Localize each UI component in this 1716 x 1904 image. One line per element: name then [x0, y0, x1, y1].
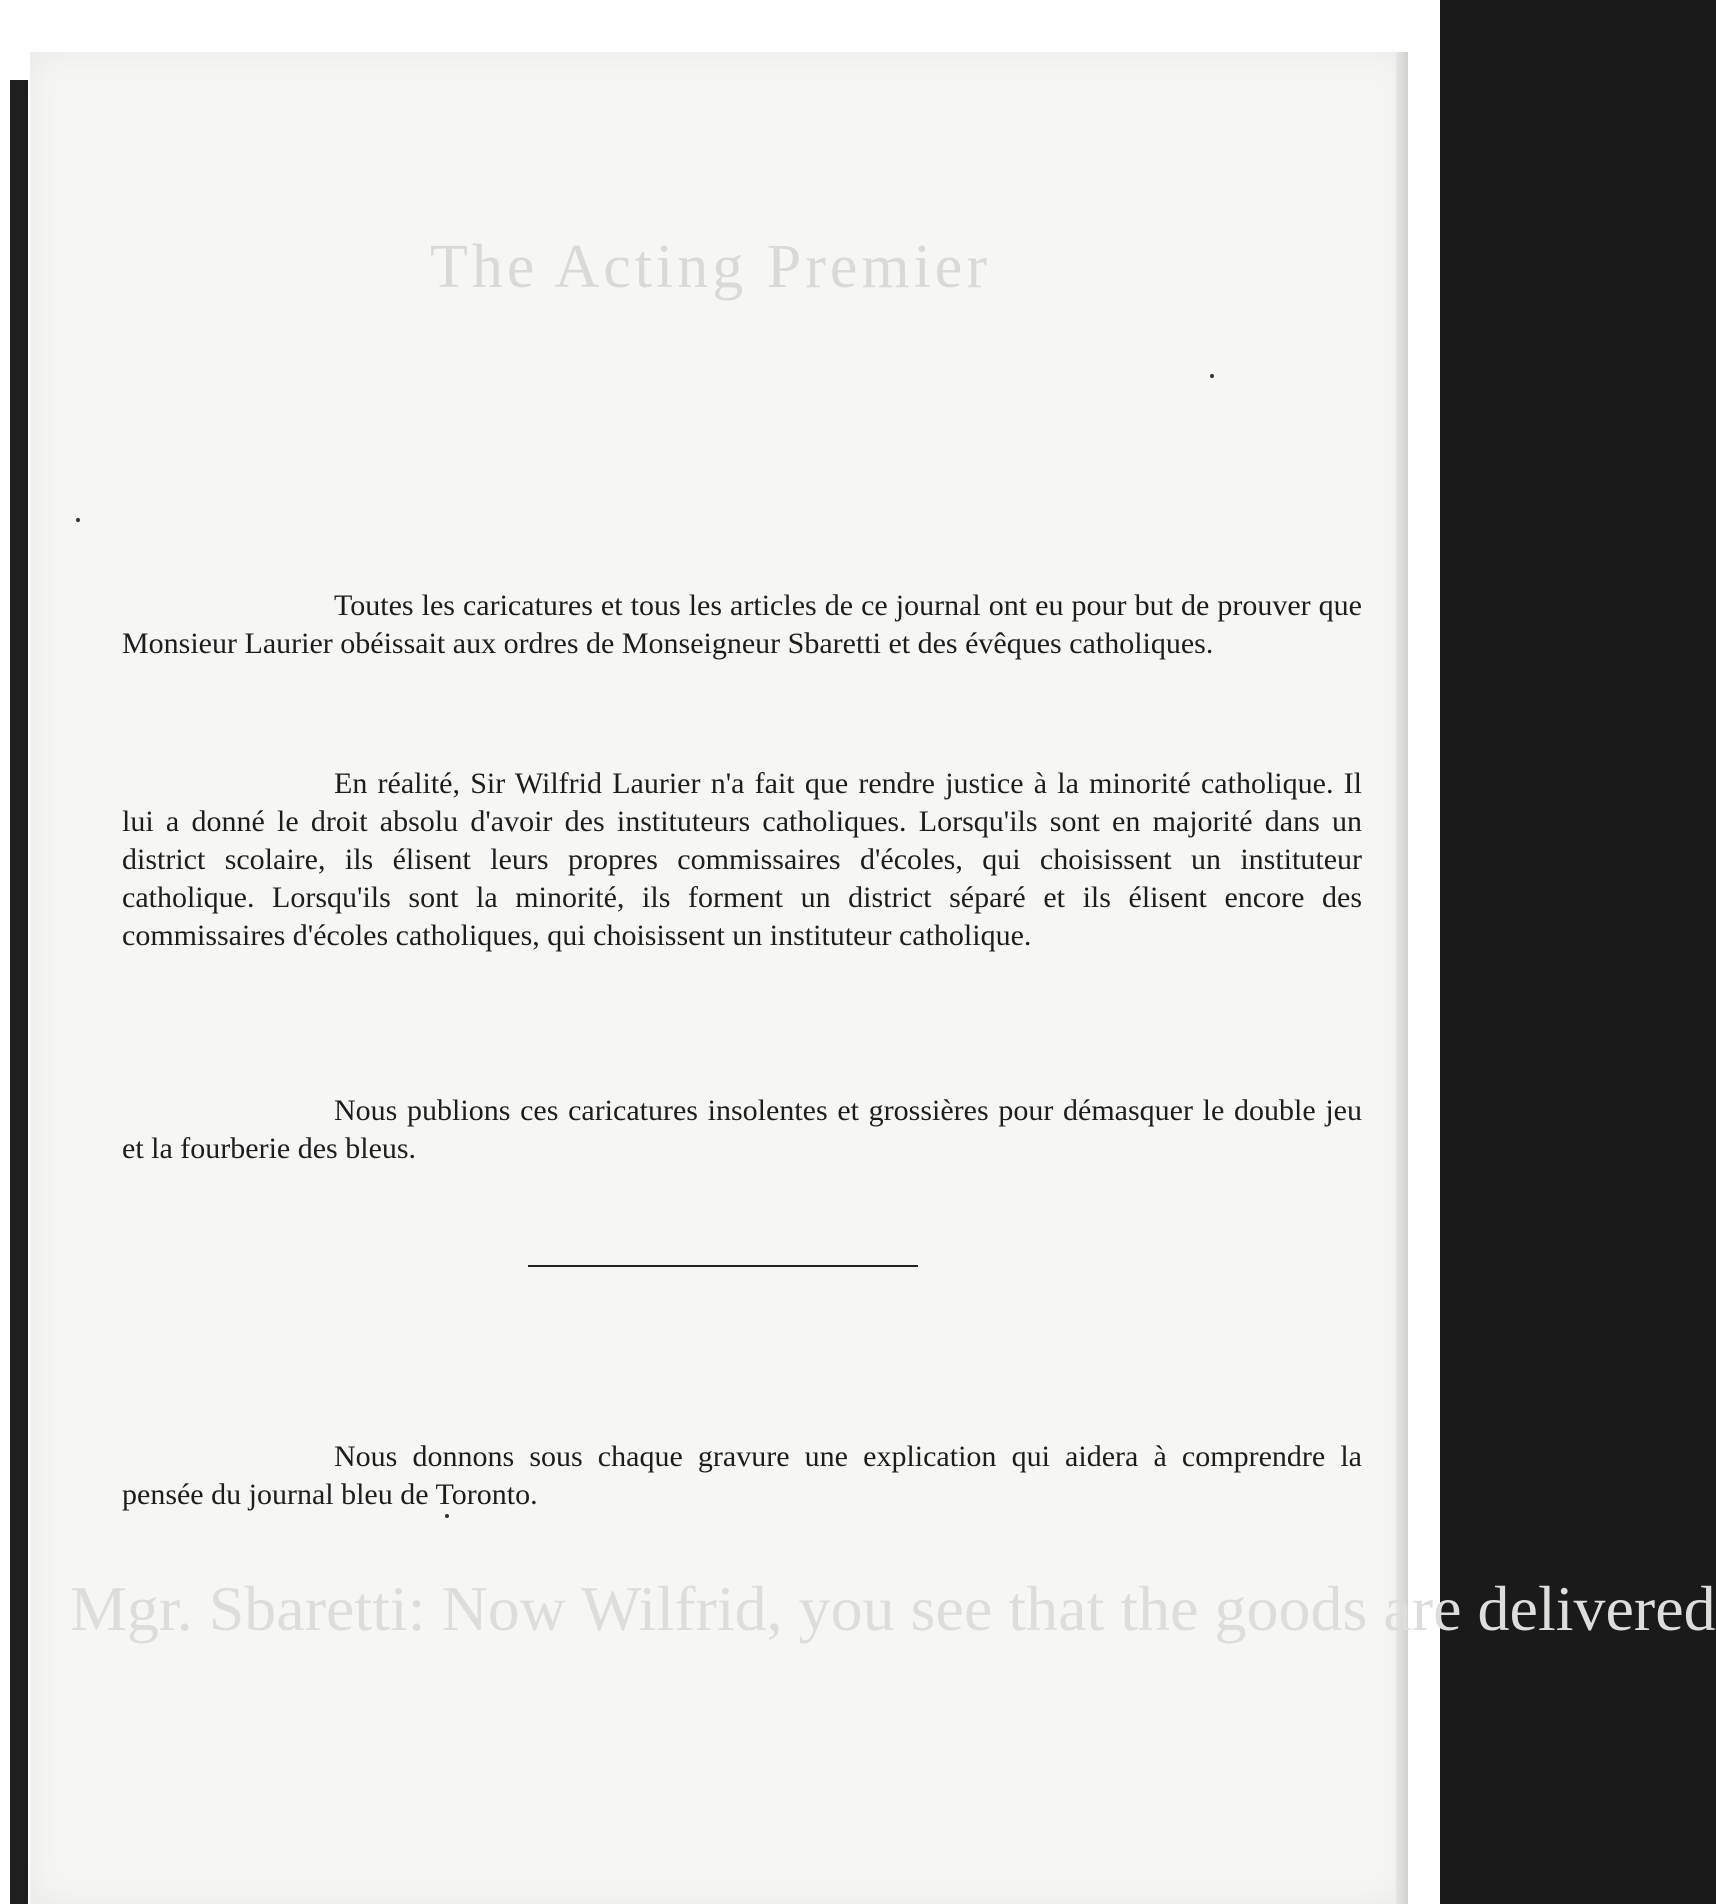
- paragraph-4: Nous donnons sous chaque gravure une explication qui aidera à comprendre la pensée du journal bleu de Toronto.: [122, 1440, 1362, 1511]
- ink-speck: [445, 1514, 449, 1518]
- document-page: [30, 52, 1716, 1904]
- ink-speck: [1210, 374, 1214, 378]
- paragraph-1: Toutes les caricatures et tous les articles de ce journal ont eu pour but de prouver que Monsieur Laurier obéissait aux ordres de Monseigneur Sbaretti et des évêques catholiques.: [122, 589, 1362, 660]
- horizontal-rule: [528, 1265, 918, 1267]
- bleed-through-title: The Acting Premier: [430, 233, 991, 301]
- bleed-through-caption: Mgr. Sbaretti: Now Wilfrid, you see that the goods are delivered: [70, 1573, 1716, 1644]
- ink-speck: [76, 518, 80, 522]
- paragraph-2: En réalité, Sir Wilfrid Laurier n'a fait que rendre justice à la minorité catholique. Il lui a donné le droit absolu d'avoir des instituteurs catholiques. Lorsqu'ils sont en majorité dans un district scolaire, ils élisent leurs propres commissaires d'écoles, qui choisissent un instituteur catholique. Lorsqu'ils sont la minorité, ils forment un district séparé et ils élisent encore des commissaires d'écoles catholiques, qui choisissent un instituteur catholique.: [122, 767, 1362, 952]
- paragraph-3: Nous publions ces caricatures insolentes et grossières pour démasquer le double jeu et la fourberie des bleus.: [122, 1094, 1362, 1165]
- book-spine: [10, 80, 28, 1904]
